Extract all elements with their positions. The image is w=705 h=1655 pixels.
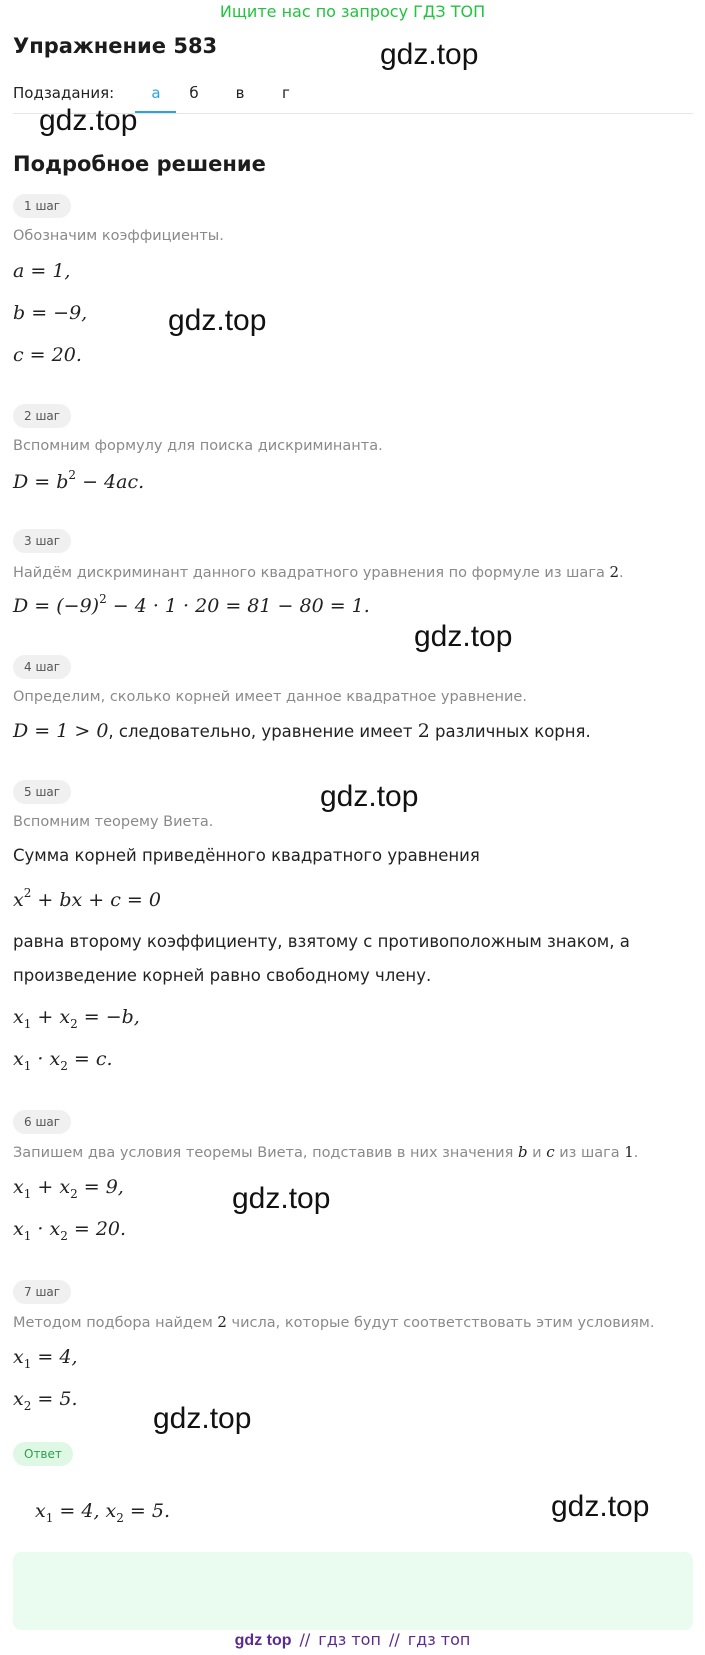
theorem-text: Сумма корней приведённого квадратного уравнения <box>13 846 480 865</box>
footer-link-gdz-top-ru-2[interactable]: гдз топ <box>407 1630 471 1649</box>
step-badge: 7 шаг <box>13 1280 71 1304</box>
step-badge: 1 шаг <box>13 194 71 218</box>
vieta-product: $x_1 \cdot x_2 = 20$. <box>13 1218 127 1243</box>
watermark: gdz.top <box>39 104 138 137</box>
watermark: gdz.top <box>414 620 513 653</box>
vieta-sum: $x_1 + x_2 = -b$, <box>13 1006 140 1031</box>
footer-link-gdz-top-ru[interactable]: гдз топ <box>318 1630 381 1649</box>
discriminant-calc: $D = (-9)^2 - 4 \cdot 1 \cdot 20 = 81 - 80 = 1$. <box>13 592 370 617</box>
theorem-text: произведение корней равно свободному члену. <box>13 966 432 985</box>
step-hint: Найдём дискриминант данного квадратного уравнения по формуле из шага 2. <box>13 563 624 581</box>
root-line: $x_2 = 5$. <box>13 1388 78 1413</box>
math-line: a = 1, <box>13 260 71 282</box>
root-line: $x_1 = 4$, <box>13 1346 78 1371</box>
theorem-text: равна второму коэффициенту, взятому с противоположным знаком, а <box>13 932 630 951</box>
step-hint: Запишем два условия теоремы Виета, подставив в них значения b и c из шага 1. <box>13 1143 639 1161</box>
answer-badge: Ответ <box>13 1442 73 1466</box>
step-badge: 3 шаг <box>13 529 71 553</box>
watermark: gdz.top <box>153 1402 252 1435</box>
step-badge: 2 шаг <box>13 404 71 428</box>
section-title: Подробное решение <box>13 152 266 176</box>
discriminant-formula: $D = b^2 - 4ac$. <box>13 468 145 493</box>
vieta-sum: $x_1 + x_2 = 9$, <box>13 1176 124 1201</box>
watermark: gdz.top <box>168 304 267 337</box>
tab-b[interactable]: б <box>189 84 199 102</box>
footer-link-gdz-top[interactable]: gdz top <box>234 1632 292 1649</box>
tab-g[interactable]: г <box>282 84 290 102</box>
tab-v[interactable]: в <box>235 84 245 102</box>
tab-a[interactable]: а <box>151 84 161 102</box>
math-line: b = −9, <box>13 302 88 324</box>
quadratic-equation: $x^2$ + bx + c = 0 <box>13 886 161 911</box>
footer-links <box>0 1630 705 1650</box>
step-hint: Вспомним формулу для поиска дискриминанта. <box>13 438 383 454</box>
answer-value: $x_1 = 4$, $x_2 = 5$. <box>35 1500 171 1525</box>
search-banner: Ищите нас по запросу ГДЗ ТОП <box>219 2 486 21</box>
step-hint: Обозначим коэффициенты. <box>13 228 224 244</box>
watermark: gdz.top <box>320 780 419 813</box>
footer-separator: // <box>388 1630 400 1649</box>
subtasks-label: Подзадания: <box>13 84 115 102</box>
step-badge: 6 шаг <box>13 1110 71 1134</box>
answer-box <box>13 1552 693 1630</box>
step-conclusion: D = 1 > 0, следовательно, уравнение имеет 2 различных корня. <box>13 720 591 742</box>
math-line: c = 20. <box>13 344 82 366</box>
page-title: Упражнение 583 <box>13 34 218 58</box>
watermark: gdz.top <box>380 38 479 71</box>
step-badge: 5 шаг <box>13 780 71 804</box>
watermark: gdz.top <box>232 1182 331 1215</box>
step-hint: Определим, сколько корней имеет данное квадратное уравнение. <box>13 689 527 705</box>
step-hint: Вспомним теорему Виета. <box>13 814 214 830</box>
step-hint: Методом подбора найдем 2 числа, которые будут соответствовать этим условиям. <box>13 1313 655 1331</box>
vieta-product: $x_1 \cdot x_2 = c$. <box>13 1048 113 1073</box>
footer-separator: // <box>299 1630 311 1649</box>
watermark: gdz.top <box>551 1490 650 1523</box>
step-badge: 4 шаг <box>13 655 71 679</box>
